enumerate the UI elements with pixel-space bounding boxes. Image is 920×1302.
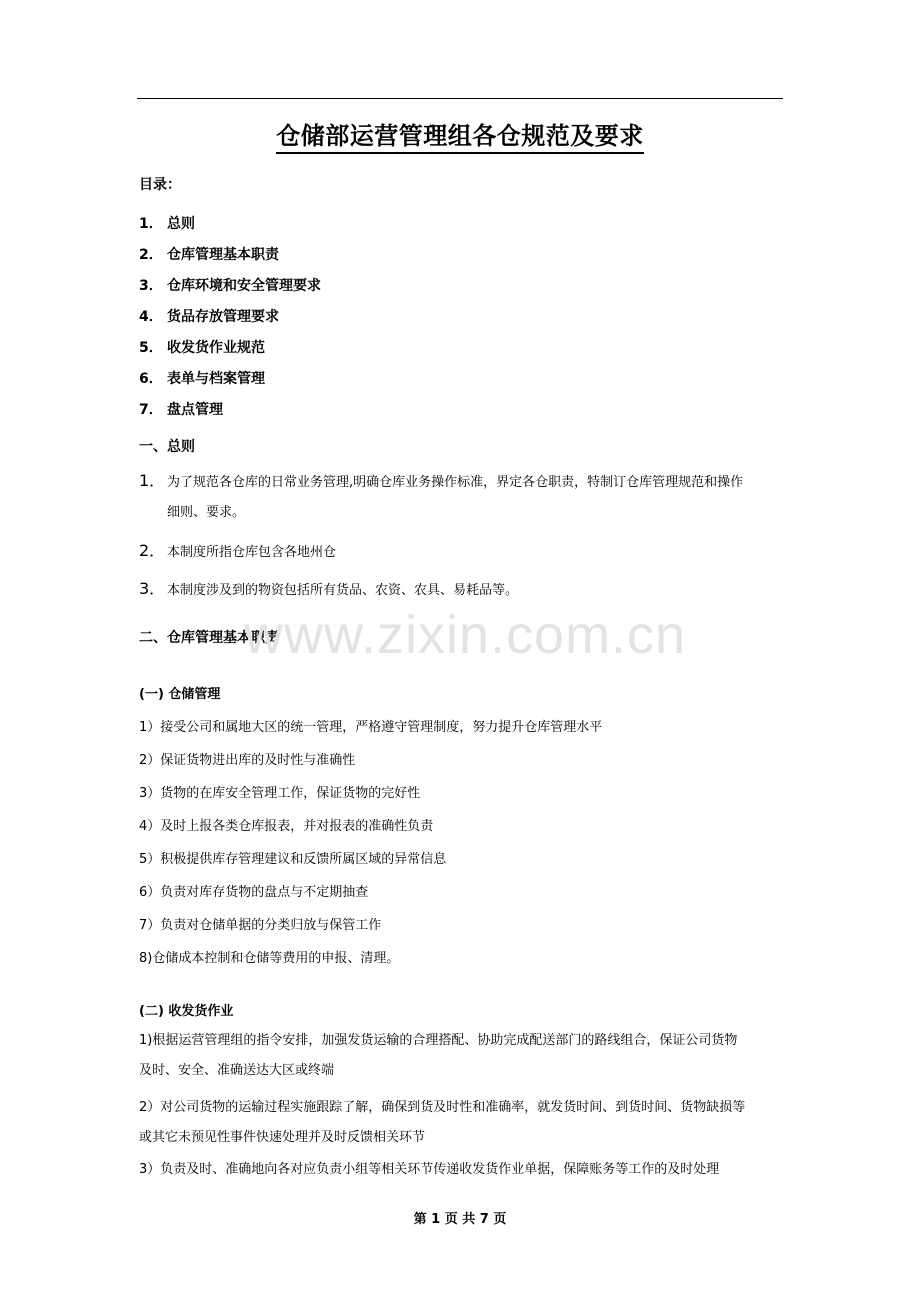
list-item: 1． 为了规范各仓库的日常业务管理,明确仓库业务操作标准，界定各仓职责，特制订仓库管理规范和操作 细则、要求。: [139, 471, 744, 520]
list-item: 2）保证货物进出库的及时性与准确性: [139, 753, 356, 768]
list-item: 2． 本制度所指仓库包含各地州仓: [139, 541, 337, 560]
list-item: 3）负责及时、准确地向各对应负责小组等相关环节传递收发货作业单据，保障账务等工作的及时处理: [139, 1162, 720, 1177]
list-item: 1）接受公司和属地大区的统一管理，严格遵守管理制度，努力提升仓库管理水平: [139, 720, 603, 735]
list-item: 4）及时上报各类仓库报表，并对报表的准确性负责: [139, 819, 434, 834]
list-item: 2）对公司货物的运输过程实施跟踪了解，确保到货及时性和准确率，就发货时间、到货时间、货物缺损等 或其它未预见性事件快速处理并及时反馈相关环节: [139, 1100, 746, 1145]
subsection-heading-storage: (一) 仓储管理: [139, 687, 221, 702]
page-title-text: 仓储部运营管理组各仓规范及要求: [276, 122, 644, 154]
list-item: 7）负责对仓储单据的分类归放与保管工作: [139, 918, 382, 933]
toc-item[interactable]: 6． 表单与档案管理: [139, 371, 265, 387]
page-footer: 第 1 页 共 7 页: [413, 1212, 507, 1227]
toc-item[interactable]: 2． 仓库管理基本职责: [139, 247, 279, 263]
watermark: www.zixin.com.cn: [244, 605, 687, 665]
header-rule: [137, 98, 783, 99]
section-heading-duties: 二、仓库管理基本职责: [139, 630, 279, 646]
toc-item[interactable]: 1． 总则: [139, 216, 195, 232]
toc-item[interactable]: 4． 货品存放管理要求: [139, 309, 279, 325]
toc-item[interactable]: 7． 盘点管理: [139, 402, 223, 418]
toc-item[interactable]: 5． 收发货作业规范: [139, 340, 265, 356]
list-item: 3． 本制度涉及到的物资包括所有货品、农资、农具、易耗品等。: [139, 579, 519, 598]
subsection-heading-receiving: (二) 收发货作业: [139, 1004, 234, 1019]
list-item: 3）货物的在库安全管理工作，保证货物的完好性: [139, 786, 421, 801]
toc-label: 目录：: [139, 177, 181, 193]
toc-item[interactable]: 3． 仓库环境和安全管理要求: [139, 278, 321, 294]
list-item: 5）积极提供库存管理建议和反馈所属区域的异常信息: [139, 852, 447, 867]
list-item: 1)根据运营管理组的指令安排，加强发货运输的合理搭配、协助完成配送部门的路线组合，保证公司货物 及时、安全、准确送达大区或终端: [139, 1033, 738, 1078]
page-title: [0, 116, 920, 151]
list-item: 6）负责对库存货物的盘点与不定期抽查: [139, 885, 369, 900]
section-heading-general: 一、总则: [139, 439, 195, 455]
list-item: 8)仓储成本控制和仓储等费用的申报、清理。: [139, 951, 400, 966]
